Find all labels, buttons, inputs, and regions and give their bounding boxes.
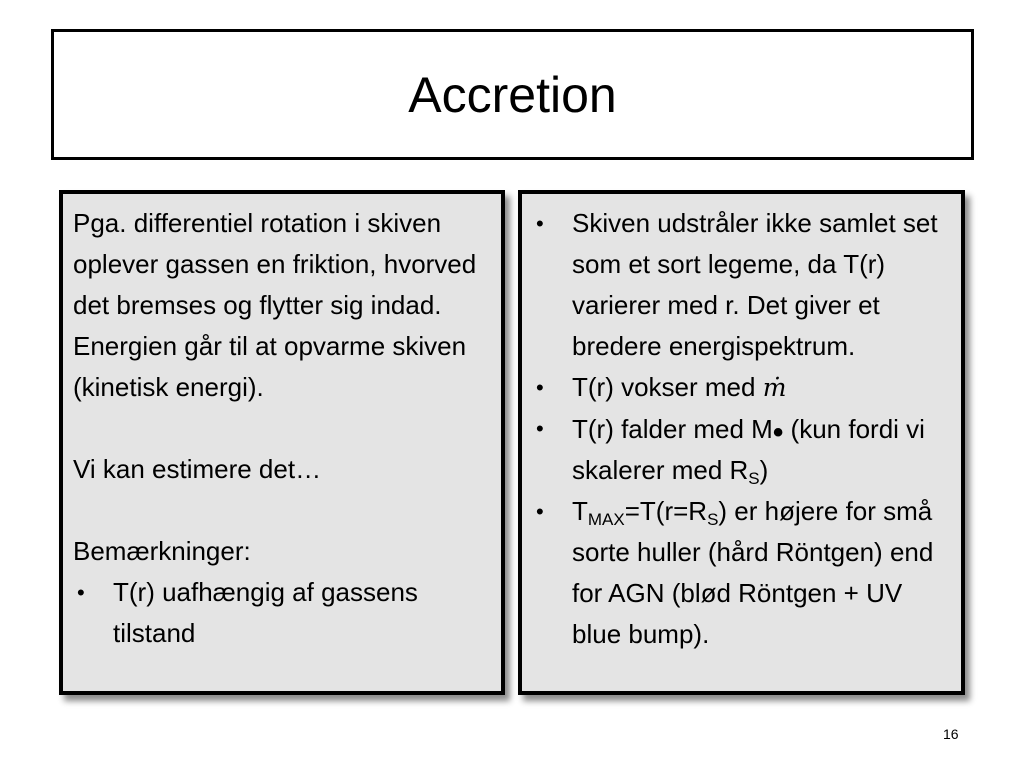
bullet: • xyxy=(536,211,544,236)
subscript: S xyxy=(748,469,760,488)
bullet: • xyxy=(77,580,85,605)
bullet-text: =T(r=R xyxy=(624,496,708,526)
subscript: MAX xyxy=(587,510,625,529)
title-box xyxy=(51,29,974,160)
mdot-symbol: ṁ xyxy=(762,373,787,402)
remarks-heading: Bemærkninger: xyxy=(73,536,251,566)
subscript: S xyxy=(707,510,719,529)
remark-text: T(r) uafhængig af gassens tilstand xyxy=(113,577,418,648)
intro-paragraph: Pga. differentiel rotation i skiven oplever gassen en friktion, hvorved det bremses og flytter sig indad. Energien går til at opvarme skiven (kinetisk energi). xyxy=(73,208,477,402)
spacer xyxy=(73,408,493,449)
spacer xyxy=(73,490,493,531)
bullet-text: (kun fordi vi skalerer med R xyxy=(572,414,925,485)
bullet: • xyxy=(536,499,544,524)
estimate-text: Vi kan estimere det… xyxy=(73,454,322,484)
bullet-item xyxy=(532,408,953,491)
bullet-text: ) xyxy=(759,455,769,485)
bullet-item xyxy=(532,203,953,367)
remarks-list xyxy=(73,572,493,654)
remark-item xyxy=(73,572,493,654)
bullet-text: T(r) falder med M xyxy=(572,414,773,444)
slide-title: Accretion xyxy=(408,66,617,123)
bullet-text: T(r) vokser med xyxy=(572,372,763,402)
bullet-item xyxy=(532,491,953,655)
bullet-text: ) er højere for små sorte huller (hård Röntgen) end for AGN (blød Röntgen + UV blue bump). xyxy=(572,496,934,649)
right-panel xyxy=(518,190,965,695)
bullet-item xyxy=(532,367,953,408)
bullet-text: Skiven udstråler ikke samlet set som et sort legeme, da T(r) varierer med r. Det giver et bredere energispektrum. xyxy=(572,208,938,361)
page-number: 16 xyxy=(943,726,959,742)
left-panel xyxy=(59,190,505,695)
mass-dot: • xyxy=(772,416,784,449)
bullet-list xyxy=(532,203,953,655)
bullet: • xyxy=(536,416,544,441)
bullet-text: T xyxy=(572,496,588,526)
bullet: • xyxy=(536,375,544,400)
